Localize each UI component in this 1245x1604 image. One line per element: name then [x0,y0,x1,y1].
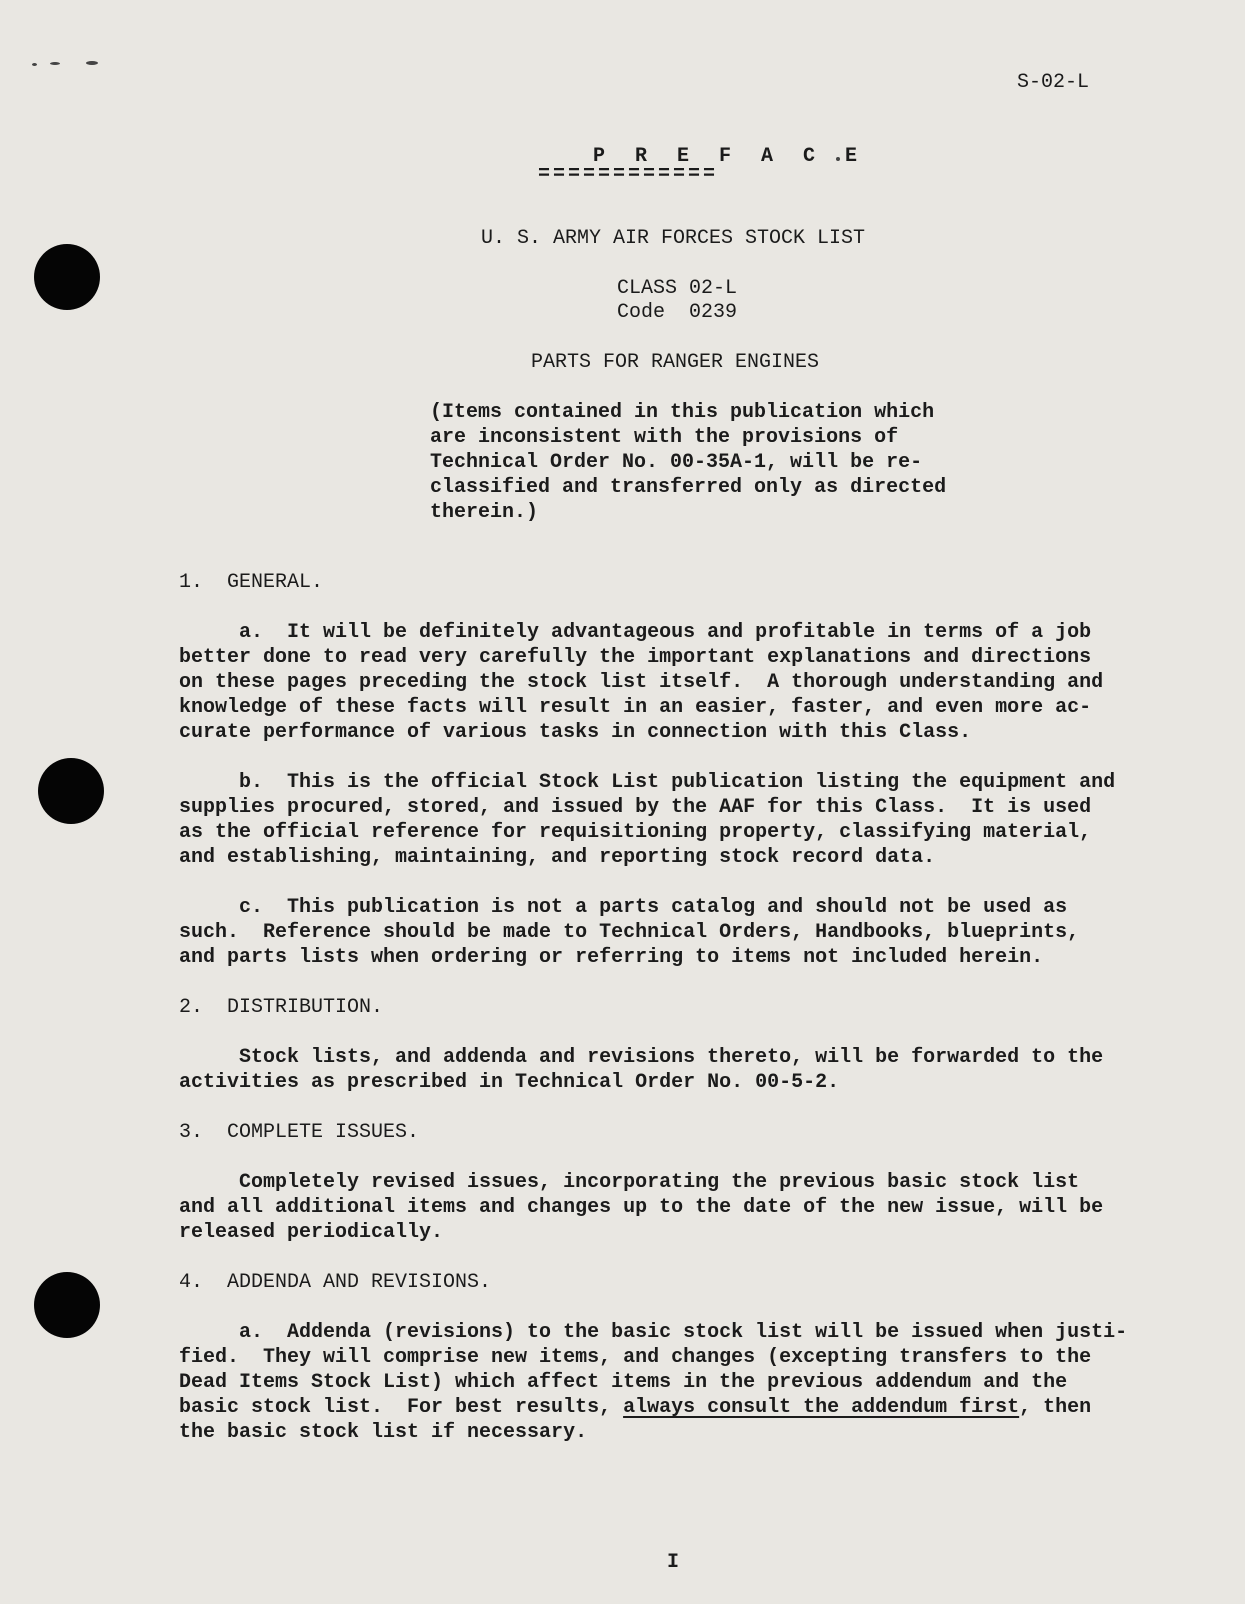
paragraph-line: c. This publication is not a parts catalog and should not be used as [179,896,1068,919]
paragraph-line: as the official reference for requisitioning property, classifying material, [179,821,1092,844]
paragraph-line: Completely revised issues, incorporating the previous basic stock list [179,1171,1080,1194]
paragraph-line: and parts lists when ordering or referring to items not included herein. [179,946,1044,969]
paragraph-line: curate performance of various tasks in connection with this Class. [179,721,972,744]
text-span: , then [1019,1396,1092,1419]
paragraph-line: b. This is the official Stock List publication listing the equipment and [179,771,1116,794]
paragraph-line: better done to read very carefully the important explanations and directions [179,646,1092,669]
ink-speck [32,63,37,66]
binder-hole-top [34,244,100,310]
underlined-emphasis: always consult the addendum first [623,1396,1020,1419]
paragraph-line: such. Reference should be made to Technical Orders, Handbooks, blueprints, [179,921,1080,944]
paragraph-line: Dead Items Stock List) which affect items in the previous addendum and the [179,1371,1068,1394]
code-line: Code 0239 [617,301,738,324]
paragraph-line: knowledge of these facts will result in an easier, faster, and even more ac- [179,696,1092,719]
page-title: P R E F A C E [593,145,867,168]
ink-speck [50,62,60,65]
section-heading-distribution: 2. DISTRIBUTION. [179,996,384,1019]
paragraph-line: the basic stock list if necessary. [179,1421,588,1444]
paragraph-line: Stock lists, and addenda and revisions thereto, will be forwarded to the [179,1046,1104,1069]
paragraph-line: released periodically. [179,1221,444,1244]
paragraph-line: supplies procured, stored, and issued by the AAF for this Class. It is used [179,796,1092,819]
binder-hole-middle [38,758,104,824]
paragraph-line: and all additional items and changes up to the date of the new issue, will be [179,1196,1104,1219]
section-heading-addenda: 4. ADDENDA AND REVISIONS. [179,1271,492,1294]
paragraph-line: a. It will be definitely advantageous and profitable in terms of a job [179,621,1092,644]
note-line: Technical Order No. 00-35A-1, will be re- [430,451,923,474]
document-id: S-02-L [1017,71,1090,94]
paragraph-line: on these pages preceding the stock list itself. A thorough understanding and [179,671,1104,694]
note-line: classified and transferred only as directed [430,476,947,499]
note-line: therein.) [430,501,539,524]
paragraph-line: fied. They will comprise new items, and changes (excepting transfers to the [179,1346,1092,1369]
parts-title: PARTS FOR RANGER ENGINES [531,351,820,374]
binder-hole-bottom [34,1272,100,1338]
section-heading-general: 1. GENERAL. [179,571,324,594]
ink-speck [86,61,98,65]
text-span: basic stock list. For best results, [179,1396,624,1419]
section-heading-complete-issues: 3. COMPLETE ISSUES. [179,1121,420,1144]
title-double-rule: ============ [538,163,719,186]
note-line: (Items contained in this publication which [430,401,935,424]
note-line: are inconsistent with the provisions of [430,426,899,449]
class-line: CLASS 02-L [617,277,738,300]
stock-list-title: U. S. ARMY AIR FORCES STOCK LIST [481,227,866,250]
paragraph-line: activities as prescribed in Technical Order No. 00-5-2. [179,1071,840,1094]
paragraph-line-emphasis [179,1395,1091,1420]
paragraph-line: and establishing, maintaining, and reporting stock record data. [179,846,936,869]
paragraph-line: a. Addenda (revisions) to the basic stock list will be issued when justi- [179,1321,1128,1344]
page-number: I [667,1551,680,1574]
